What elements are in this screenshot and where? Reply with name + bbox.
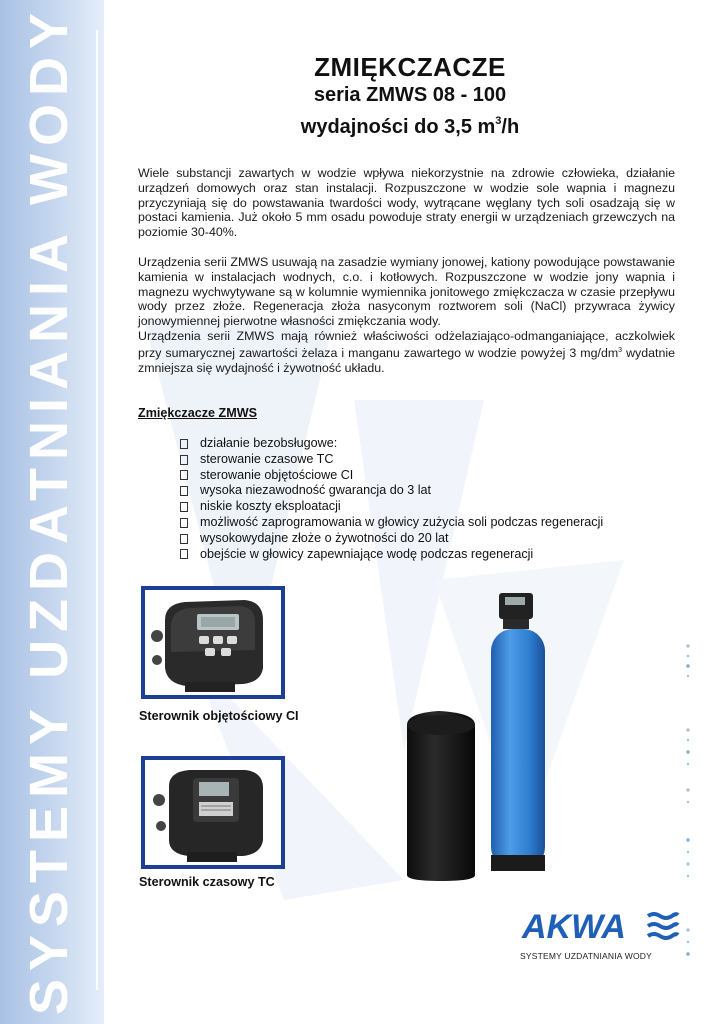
feature-text: możliwość zaprogramowania w głowicy zużycia soli podczas regeneracji	[200, 514, 604, 529]
feature-text: sterowanie czasowe TC	[200, 451, 334, 466]
feature-text: wysoka niezawodność gwarancja do 3 lat	[200, 483, 432, 498]
capacity-sup: 3	[495, 115, 502, 127]
bullet-icon	[180, 518, 188, 528]
intro-text-3-prefix: Urządzenia serii ZMWS mają również właściwości odżelaziająco-odmanganiające, aczkolwiek przy sumarycznej zawartości żelaza i manganu zawartego w wodzie powyżej 3 mg/dm	[138, 328, 675, 360]
feature-item	[180, 468, 603, 484]
capacity-prefix: wydajności do 3,5 m	[300, 116, 496, 138]
capacity-subtitle	[200, 108, 620, 140]
intro-text-3	[138, 329, 675, 375]
feature-item	[180, 547, 603, 563]
controller-volumetric-image	[145, 590, 281, 695]
softener-product-image	[395, 585, 575, 885]
feature-item	[180, 531, 603, 547]
feature-text: wysokowydajne złoże o żywotności do 20 lat	[200, 530, 449, 545]
bullet-icon	[180, 455, 188, 465]
time-controller-photo	[141, 756, 285, 869]
side-band-divider	[96, 30, 98, 990]
intro-text-2: Urządzenia serii ZMWS usuwają na zasadzie wymiany jonowej, kationy powodujące powstawanie kamienia w instalacjach wodnych, c.o. i kotłowych. Rozpuszczone w wodzie jony wapnia i magnezu wychwytywane są w kolumnie wymiennika jonitowego zmiękczacza w czasie przepływu wody przez złoże. Regeneracja złoża nasyconym roztworem soli (NaCl) przywraca żywicy jonowymiennej pierwotne własności zmiękczania wody.	[138, 255, 675, 329]
bullet-icon	[180, 439, 188, 449]
logo-tagline: SYSTEMY UZDATNIANIA WODY	[520, 951, 653, 961]
akwa-logo	[520, 904, 680, 948]
vertical-title-text: SYSTEMY UZDATNIANIA WODY	[19, 4, 80, 1016]
vertical-title	[8, 4, 90, 1016]
feature-item	[180, 452, 603, 468]
heading-block	[200, 52, 620, 140]
capacity-suffix: /h	[501, 116, 520, 138]
intro-text-1: Wiele substancji zawartych w wodzie wpływa niekorzystnie na zdrowie człowieka, działanie urządzeń domowych oraz stan instalacji. Rozpuszczone w wodzie sole wapnia i magnezu przyczyniają się do powstawania twardości wody, wytrącane węglany tych soli osadzają się w postaci kamienia. Już około 5 mm osadu powoduje straty energii w urządzeniach grzewczych na poziomie 30-40%.	[138, 166, 675, 240]
feature-item	[180, 483, 603, 499]
bullet-icon	[180, 549, 188, 559]
page-title: ZMIĘKCZACZE	[314, 52, 506, 82]
intro-paragraph-2	[138, 255, 675, 375]
volumetric-controller-caption: Sterownik objętościowy CI	[139, 709, 299, 723]
bullet-icon	[180, 534, 188, 544]
feature-text: sterowanie objętościowe CI	[200, 467, 354, 482]
controller-time-image	[145, 760, 281, 865]
intro-paragraph-1	[138, 166, 675, 240]
feature-text: niskie koszty eksploatacji	[200, 499, 341, 514]
series-subtitle: seria ZMWS 08 - 100	[313, 84, 507, 106]
time-controller-caption: Sterownik czasowy TC	[139, 875, 275, 889]
intro-text-3-suffix: wydatnie zmniejsza się wydajność i żywotność układu.	[138, 345, 675, 375]
logo-wordmark: AKWA	[522, 908, 626, 946]
bullet-icon	[180, 502, 188, 512]
feature-item	[180, 499, 603, 515]
volumetric-controller-photo	[141, 586, 285, 699]
feature-item	[180, 436, 603, 452]
feature-text: działanie bezobsługowe:	[200, 436, 338, 450]
water-drops-decoration	[684, 640, 692, 960]
features-title: Zmiękczacze ZMWS	[138, 406, 257, 420]
bullet-icon	[180, 470, 188, 480]
intro-text-3-sup: 3	[618, 346, 623, 354]
bullet-icon	[180, 486, 188, 496]
feature-item	[180, 515, 603, 531]
feature-text: obejście w głowicy zapewniające wodę podczas regeneracji	[200, 546, 534, 561]
features-list	[180, 436, 603, 562]
